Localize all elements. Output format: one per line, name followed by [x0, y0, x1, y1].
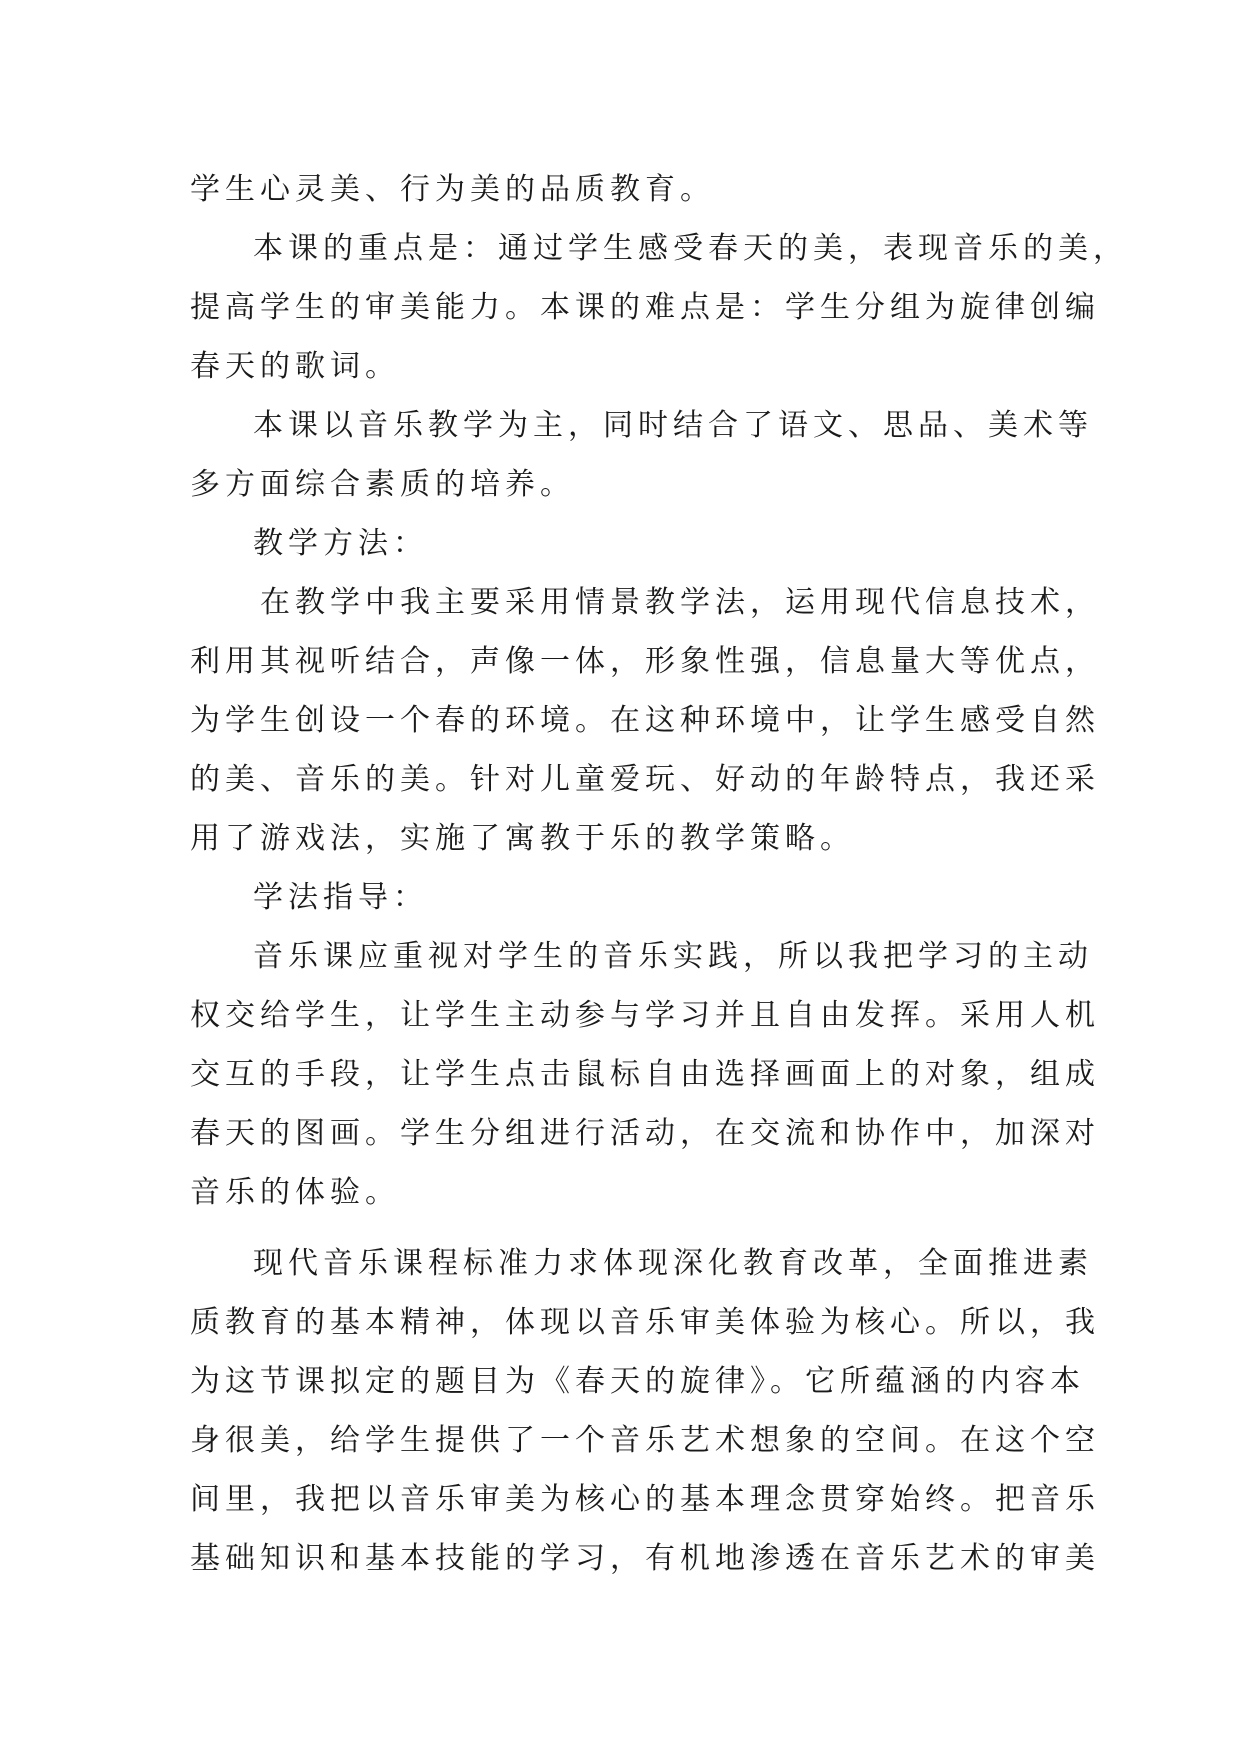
- text-line: 用了游戏法，实施了寓教于乐的教学策略。: [190, 821, 855, 856]
- text-line: 本课以音乐教学为主，同时结合了语文、思品、美术等: [253, 408, 1093, 443]
- text-line: 春天的图画。学生分组进行活动，在交流和协作中，加深对: [190, 1116, 1100, 1151]
- text-line: 间里，我把以音乐审美为核心的基本理念贯穿始终。把音乐: [190, 1482, 1100, 1517]
- text-line: 的美、音乐的美。针对儿童爱玩、好动的年龄特点，我还采: [190, 762, 1100, 797]
- text-line: 学生心灵美、行为美的品质教育。: [190, 172, 715, 207]
- text-line: 春天的歌词。: [190, 349, 400, 384]
- document-body: [190, 160, 1128, 1588]
- text-line: 本课的重点是：通过学生感受春天的美，表现音乐的美，: [253, 231, 1128, 266]
- text-line: 交互的手段，让学生点击鼠标自由选择画面上的对象，组成: [190, 1057, 1100, 1092]
- text-line: 为学生创设一个春的环境。在这种环境中，让学生感受自然: [190, 703, 1100, 738]
- text-line: 提高学生的审美能力。本课的难点是：学生分组为旋律创编: [190, 290, 1100, 325]
- text-line: 权交给学生，让学生主动参与学习并且自由发挥。采用人机: [190, 998, 1100, 1033]
- text-line: 身很美，给学生提供了一个音乐艺术想象的空间。在这个空: [190, 1423, 1100, 1458]
- text-line: 基础知识和基本技能的学习，有机地渗透在音乐艺术的审美: [190, 1541, 1100, 1576]
- text-line: 为这节课拟定的题目为《春天的旋律》。它所蕴涵的内容本: [190, 1364, 1085, 1399]
- text-line: 利用其视听结合，声像一体，形象性强，信息量大等优点，: [190, 644, 1100, 679]
- section-heading: 学法指导：: [253, 880, 428, 915]
- text-line: 音乐的体验。: [190, 1175, 400, 1210]
- text-line: 现代音乐课程标准力求体现深化教育改革，全面推进素: [253, 1246, 1093, 1281]
- text-line: 在教学中我主要采用情景教学法，运用现代信息技术，: [260, 585, 1100, 620]
- text-line: 音乐课应重视对学生的音乐实践，所以我把学习的主动: [253, 939, 1093, 974]
- text-line: 质教育的基本精神，体现以音乐审美体验为核心。所以，我: [190, 1305, 1100, 1340]
- section-heading: 教学方法：: [253, 526, 428, 561]
- text-line: 多方面综合素质的培养。: [190, 467, 575, 502]
